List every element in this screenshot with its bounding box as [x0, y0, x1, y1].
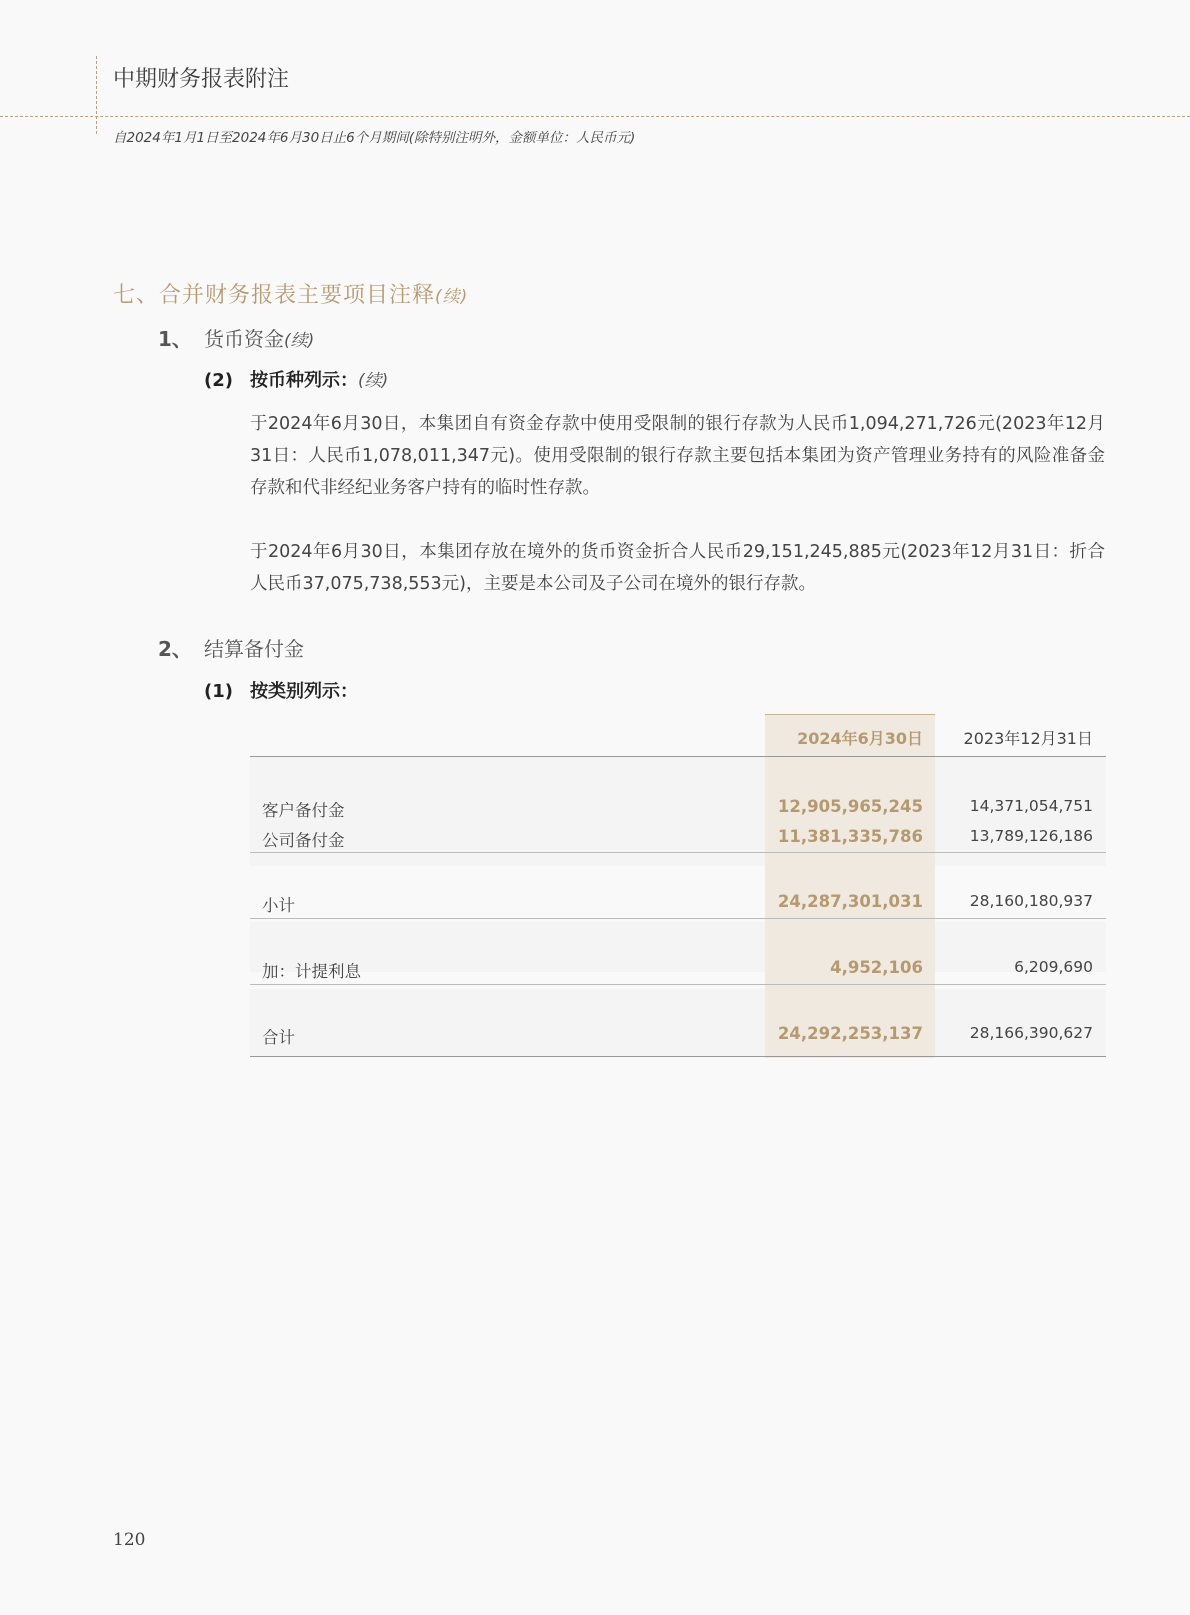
- value-2023: 6,209,690: [1014, 958, 1093, 976]
- item1-title: 货币资金: [204, 327, 284, 351]
- value-2023: 28,166,390,627: [969, 1024, 1093, 1042]
- item2-number: 2、: [158, 637, 192, 661]
- section-title: [113, 278, 468, 309]
- row-label: 加：计提利息: [262, 962, 361, 981]
- row-label: 小计: [262, 896, 295, 915]
- overseas-funds-paragraph: 于2024年6月30日，本集团存放在境外的货币资金折合人民币29,151,245,885元(2023年12月31日：折合人民币37,075,738,553元)，主要是本公司及子公司在境外的银行存款。: [250, 542, 1105, 594]
- item1-continued: (续): [284, 331, 315, 351]
- page-header-subtitle: 自2024年1月1日至2024年6月30日止6个月期间(除特别注明外，金额单位：人民币元): [113, 130, 636, 146]
- value-2024: 24,292,253,137: [777, 1024, 923, 1043]
- value-2024: 12,905,965,245: [777, 797, 923, 816]
- table-row: [250, 1024, 1106, 1048]
- item2-title: 结算备付金: [204, 637, 304, 661]
- value-2024: 11,381,335,786: [777, 827, 923, 846]
- table-row: [250, 827, 1106, 851]
- table-rule: [250, 1056, 1106, 1057]
- column-header-2024: 2024年6月30日: [797, 729, 923, 748]
- header-vertical-dash: [96, 56, 97, 134]
- current-period-highlight-column: [765, 714, 935, 1058]
- item1-sub-heading: [204, 366, 388, 392]
- row-label: 合计: [262, 1028, 295, 1047]
- item1-number: 1、: [158, 327, 192, 351]
- table-row: [250, 958, 1106, 982]
- table-rule: [250, 918, 1106, 919]
- table-row: [250, 797, 1106, 821]
- row-label: 公司备付金: [262, 831, 345, 850]
- table-rule: [250, 852, 1106, 853]
- table-rule: [250, 984, 1106, 985]
- settlement-reserve-table: [250, 714, 1106, 1057]
- value-2024: 4,952,106: [830, 958, 923, 977]
- page-number: 120: [113, 1530, 146, 1550]
- table-rule: [250, 756, 1106, 757]
- table-row: [250, 892, 1106, 916]
- row-label: 客户备付金: [262, 801, 345, 820]
- value-2023: 14,371,054,751: [969, 797, 1093, 815]
- restricted-deposit-paragraph: 于2024年6月30日，本集团自有资金存款中使用受限制的银行存款为人民币1,094,271,726元(2023年12月31日：人民币1,078,011,347元)。使用受限制的银行存款主要包括本集团为资产管理业务持有的风险准备金存款和代非经纪业务客户持有的临时性存款。: [250, 414, 1105, 498]
- item1-sub-continued: (续): [358, 371, 389, 391]
- section-continued: (续): [435, 287, 469, 307]
- page-header-title: 中期财务报表附注: [113, 67, 290, 92]
- column-header-2023: 2023年12月31日: [963, 729, 1093, 748]
- header-horizontal-dash: [0, 116, 1190, 117]
- value-2023: 13,789,126,186: [969, 827, 1093, 845]
- section-title-text: 七、合并财务报表主要项目注释: [113, 283, 436, 308]
- value-2024: 24,287,301,031: [777, 892, 923, 911]
- item1-sub-title: 按币种列示：: [250, 370, 358, 391]
- item2-sub-number: (1): [204, 681, 233, 702]
- item2-sub-heading: [204, 677, 358, 703]
- item1-heading: [158, 323, 314, 352]
- value-2023: 28,160,180,937: [969, 892, 1093, 910]
- item1-sub-number: (2): [204, 370, 233, 391]
- item2-heading: [158, 633, 304, 662]
- item2-sub-title: 按类别列示：: [250, 681, 358, 702]
